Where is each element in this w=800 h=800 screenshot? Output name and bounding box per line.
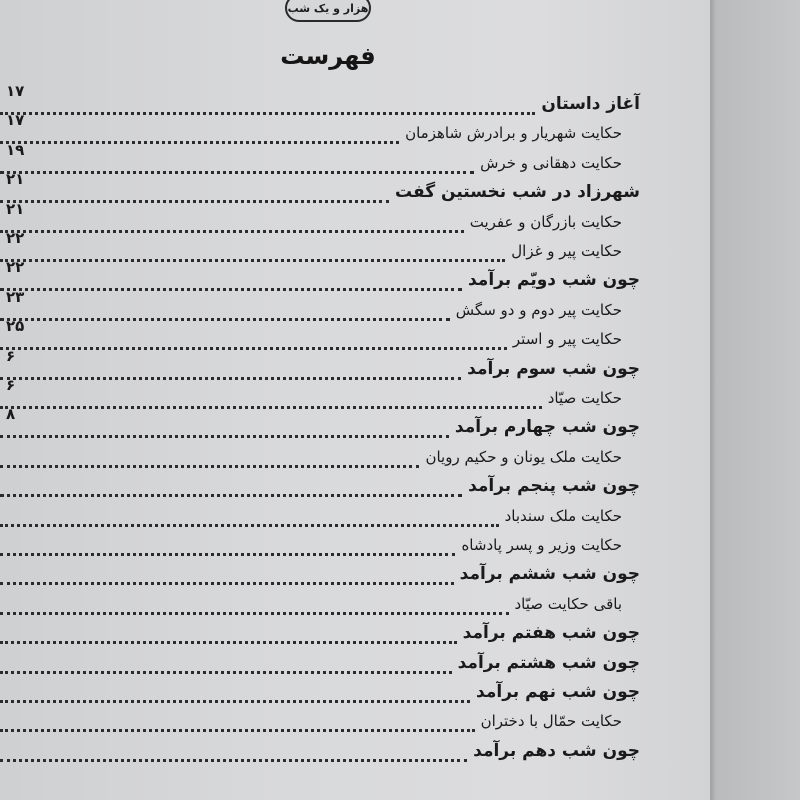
toc-entry (0, 199, 640, 234)
toc-entry-title: حکایت پیر دوم و دو سگش (455, 300, 622, 319)
toc-entry (0, 533, 640, 557)
toc-entry (0, 651, 640, 675)
toc-entry (0, 317, 640, 351)
toc-entry (0, 376, 640, 410)
dot-leader (0, 374, 461, 380)
toc-entry (0, 140, 640, 175)
toc-entry-title: حکایت پیر و غزال (511, 242, 622, 260)
book-logo: هزار و یک شب (285, 0, 371, 22)
toc-entry (0, 287, 640, 322)
toc-entry-title: چون شب نهم برآمد (476, 682, 640, 702)
toc-entry-title: چون شب هشتم برآمد (457, 652, 640, 673)
dot-leader (0, 638, 457, 644)
toc-page-number: ۱۷ (6, 82, 25, 100)
dot-leader (0, 197, 389, 203)
toc-entry (0, 592, 640, 616)
toc-page-number: ۱۷ (6, 111, 25, 130)
toc-entry (0, 170, 640, 204)
toc-entry (0, 346, 640, 381)
toc-page-number: ۲۳ (6, 287, 25, 306)
toc-entry-title: حکایت شهریار و برادرش شاهزمان (405, 124, 622, 143)
dot-leader (0, 697, 470, 703)
dot-leader (0, 256, 505, 262)
toc-entry-title: شهرزاد در شب نخستین گفت (395, 182, 640, 203)
toc-entry (0, 709, 640, 733)
toc-entry-title: حکایت ملک سندباد (504, 506, 622, 525)
toc-entry-title: آغاز داستان (541, 94, 640, 114)
toc-entry (0, 504, 640, 528)
toc-page-number: ۸ (6, 405, 16, 424)
toc-entry (0, 111, 640, 145)
toc-entry (0, 82, 640, 116)
toc-page-number: ۲۵ (6, 317, 25, 336)
toc-entry-title: چون شب سوم برآمد (467, 358, 640, 379)
toc-page-number: ۲۲ (6, 258, 25, 277)
dot-leader (0, 550, 455, 556)
dot-leader (0, 668, 452, 674)
toc-entry-title: چون شب دهم برآمد (473, 740, 640, 761)
toc-entry (0, 621, 640, 645)
dot-leader (0, 344, 507, 350)
toc-page-number: ۶ (6, 376, 16, 394)
dot-leader (0, 521, 499, 527)
toc-entry-title: حکایت دهقانی و خرش (480, 153, 622, 172)
toc-entry-title: حکایت وزیر و پسر پادشاه (461, 536, 622, 554)
toc-entry-title: چون شب پنجم برآمد (468, 476, 640, 497)
dot-leader (0, 285, 462, 291)
page-title: فهرست (280, 42, 376, 70)
toc-page-number: ۱۹ (6, 140, 25, 159)
toc-entry-title: باقی حکایت صیّاد (514, 594, 622, 613)
toc-entry-title: حکایت صیّاد (547, 389, 622, 407)
toc-page-number: ۲۲ (6, 229, 25, 247)
dot-leader (0, 315, 450, 321)
dot-leader (0, 726, 475, 732)
dot-leader (0, 609, 509, 615)
toc-entry (0, 229, 640, 263)
dot-leader (0, 491, 462, 497)
toc-entry-title: حکایت حمّال با دختران (480, 712, 622, 731)
dot-leader (0, 109, 535, 115)
toc-entry (0, 739, 640, 763)
toc-entry (0, 474, 640, 498)
toc-entry (0, 680, 640, 704)
adjacent-page (716, 0, 800, 800)
toc-entry (0, 562, 640, 586)
toc-entry-title: چون شب هفتم برآمد (462, 623, 640, 644)
toc-page-number: ۶ (6, 346, 16, 365)
dot-leader (0, 403, 542, 409)
toc-entry (0, 445, 640, 469)
toc-entry-title: حکایت ملک یونان و حکیم رویان (425, 447, 622, 466)
toc-page-number: ۲۱ (6, 199, 25, 218)
dot-leader (0, 432, 449, 438)
toc-entry-title: حکایت بازرگان و عفریت (469, 212, 622, 231)
toc-entry (0, 405, 640, 439)
dot-leader (0, 227, 464, 233)
toc-entry (0, 258, 640, 292)
toc-entry-title: چون شب چهارم برآمد (454, 417, 640, 438)
toc-entry-title: چون شب دویّم برآمد (467, 270, 640, 291)
dot-leader (0, 168, 474, 174)
dot-leader (0, 138, 399, 144)
dot-leader (0, 579, 454, 585)
toc-page-number: ۲۱ (6, 170, 25, 189)
toc-entry-title: چون شب ششم برآمد (459, 564, 640, 585)
dot-leader (0, 462, 419, 468)
dot-leader (0, 756, 467, 762)
toc-entry-title: حکایت پیر و استر (512, 330, 622, 349)
